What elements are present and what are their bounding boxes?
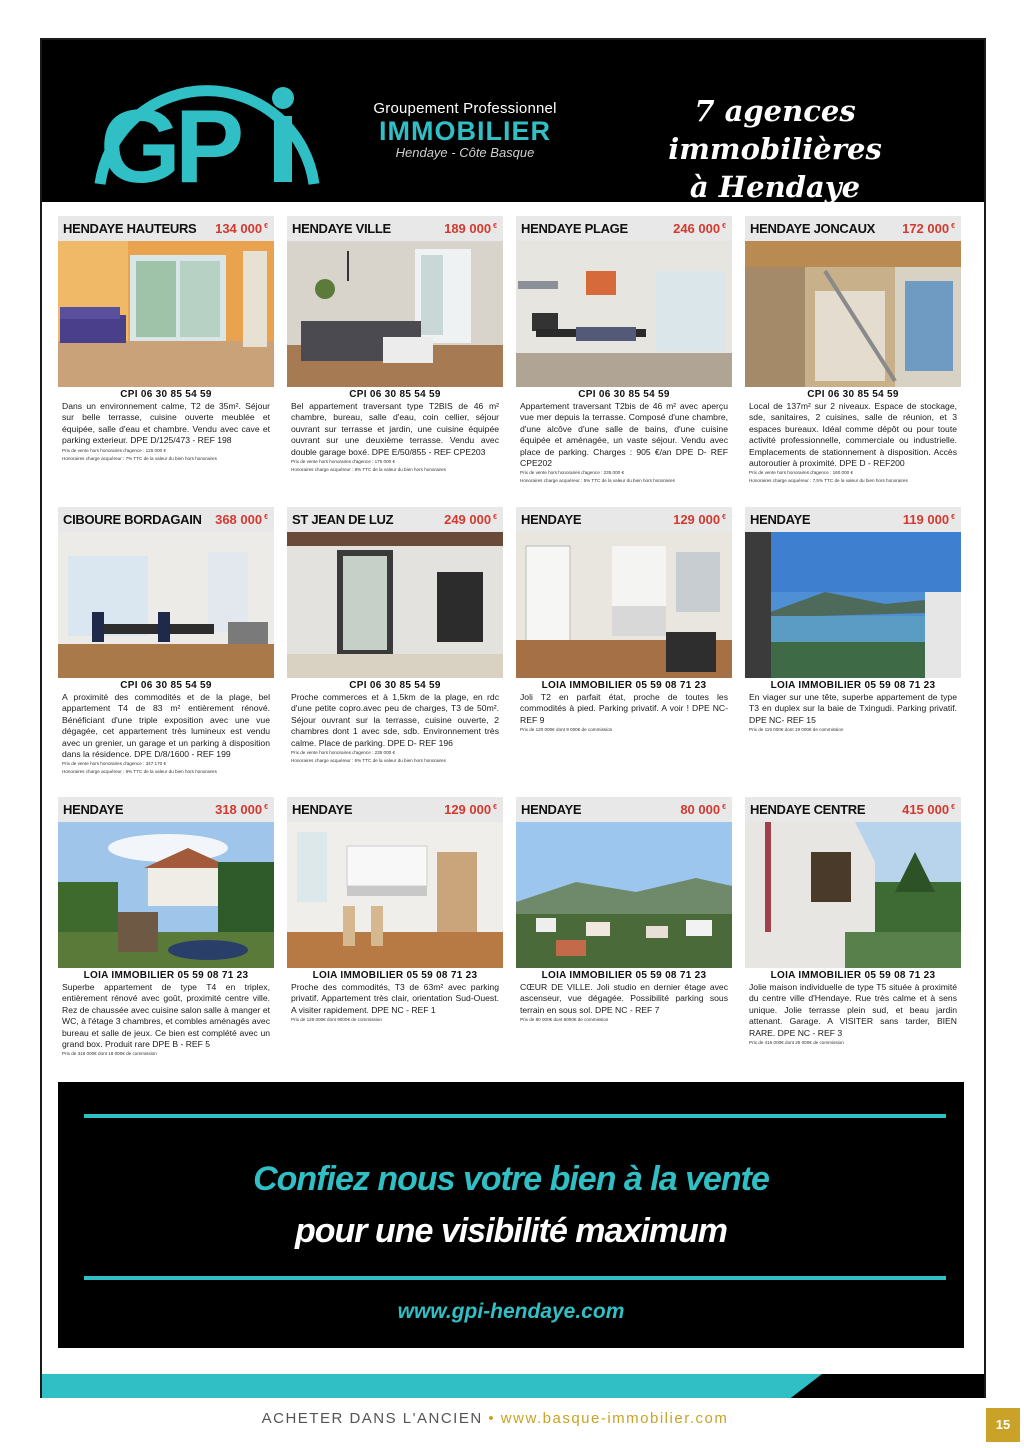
listing-contact: CPI 06 30 85 54 59: [578, 389, 670, 400]
listing-fine-print: Prix de vente hors honoraires d'agence : 235 000 €: [291, 750, 396, 756]
bottom-band: [42, 1374, 984, 1398]
listing-fine-print: Prix de 120 000€ dont 9 000€ de commission: [520, 727, 613, 733]
listing-fine-print: Prix de vente hors honoraires d'agence : 125 000 €: [62, 447, 167, 453]
listing-fine-print: Prix de vente hors honoraires d'agence : 175 000 €: [291, 459, 396, 465]
listing-header: [287, 797, 503, 822]
listing-contact: CPI 06 30 85 54 59: [349, 389, 441, 400]
listing-card[interactable]: [58, 797, 274, 1058]
page-frame: [40, 38, 986, 1398]
listing-price: 134 000 €: [215, 221, 268, 236]
listing-header: [516, 797, 732, 822]
listing-price: 80 000 €: [680, 802, 726, 817]
bottom-band-accent: [42, 1374, 822, 1398]
listing-location: HENDAYE: [521, 802, 582, 817]
listing-description: Joli T2 en parfait état, proche de toutes les commodités à pied. Parking privatif. A voir ! DPE NC- REF 9: [520, 692, 728, 725]
listing-contact: LOIA IMMOBILIER 05 59 08 71 23: [83, 970, 249, 981]
listing-contact: LOIA IMMOBILIER 05 59 08 71 23: [312, 970, 478, 981]
listing-photo: [287, 241, 503, 387]
listing-description: Proche commerces et à 1,5km de la plage, en rdc d'une petite copro.avec peu de charges, T3 de 50m². Séjour ouvrant sur la terrasse, cuisine ouverte, 2 chambres dont 1 avec sde, sdb. Environnement très calme. Place de parking. DPE D- REF 196: [291, 692, 499, 748]
svg-text:GP: GP: [100, 89, 239, 194]
footer-separator: •: [488, 1410, 496, 1427]
listing-fine-print: Prix de vente hors honoraires d'agence : 235 000 €: [520, 470, 625, 476]
promo-banner: [58, 1082, 964, 1348]
promo-divider: [84, 1114, 946, 1118]
listing-location: ST JEAN DE LUZ: [292, 512, 394, 527]
listing-card[interactable]: [745, 216, 961, 485]
listing-fine-print: Honoraires charge acquéreur : 6% TTC de la valeur du bien hors honoraires: [291, 758, 446, 764]
listing-photo: [516, 822, 732, 968]
listing-fine-print: Honoraires charge acquéreur : 5% TTC de la valeur du bien hors honoraires: [520, 478, 675, 484]
listing-header: [745, 507, 961, 532]
promo-headline: Confiez nous votre bien à la vente: [253, 1160, 769, 1198]
listing-contact: LOIA IMMOBILIER 05 59 08 71 23: [541, 680, 707, 691]
listing-description: Proche des commodités, T3 de 63m² avec parking privatif. Appartement très clair, orientation Sud-Ouest. A visiter rapidement. DPE NC - REF 1: [291, 982, 499, 1015]
listing-price: 249 000 €: [444, 512, 497, 527]
listing-contact: LOIA IMMOBILIER 05 59 08 71 23: [770, 970, 936, 981]
listing-location: HENDAYE: [521, 512, 582, 527]
listing-location: HENDAYE: [292, 802, 353, 817]
listing-contact: CPI 06 30 85 54 59: [807, 389, 899, 400]
listing-price: 172 000 €: [902, 221, 955, 236]
footer-title: ACHETER DANS L'ANCIEN: [261, 1410, 483, 1427]
header-banner: [42, 40, 984, 202]
listing-fine-print: Prix de 119 000€ dont 19 000€ de commission: [749, 727, 844, 733]
listing-description: Appartement traversant T2bis de 46 m² avec aperçu vue mer depuis la terrasse. Composé d'une chambre, d'une alcôve d'une salle de bains, d'une cuisine équipée et aménagée, un vaste séjour. Vendu avec place de parking. Charges : 905 €/an DPE D- REF CPE202: [520, 401, 728, 469]
promo-subheadline: pour une visibilité maximum: [294, 1212, 728, 1250]
listing-location: HENDAYE: [750, 512, 811, 527]
listing-photo: [516, 241, 732, 387]
listing-description: Jolie maison individuelle de type T5 située à proximité du centre ville d'Hendaye. Rue très calme et à sens unique. Jolie terrasse plein sud, et beau jardin attenant. Garage. A VISITER sans tarder, BIEN RARE. DPE NC - REF 3: [749, 982, 957, 1038]
listing-photo: [745, 241, 961, 387]
listing-price: 246 000 €: [673, 221, 726, 236]
listing-price: 119 000 €: [902, 512, 955, 527]
listing-location: HENDAYE JONCAUX: [750, 221, 876, 236]
listing-card[interactable]: [58, 507, 274, 776]
listing-location: HENDAYE PLAGE: [521, 221, 628, 236]
listing-photo: [287, 532, 503, 678]
listing-description: Bel appartement traversant type T2BIS de 46 m² chambre, bureau, salle d'eau, coin cellier, séjour ouvrant sur terrasse et jardin, une cuisine équipée ouvrant sur une deuxième terrasse. Vendu avec double garage boxé. DPE E/50/855 - REF CPE203: [291, 401, 499, 457]
listing-fine-print: Prix de 80 000€ dont 8000€ de commission: [520, 1017, 609, 1023]
group-line-1: Groupement Professionnel: [373, 100, 557, 117]
listing-photo: [58, 822, 274, 968]
listing-header: [287, 507, 503, 532]
listing-contact: CPI 06 30 85 54 59: [120, 680, 212, 691]
tagline-line-1: 7 agences immobilières: [668, 94, 882, 166]
listing-fine-print: Honoraires charge acquéreur : 7,5% TTC de la valeur du bien hors honoraires: [749, 478, 908, 484]
listing-fine-print: Prix de 129 000€ dont 9000€ de commission: [291, 1017, 382, 1023]
listing-fine-print: Prix de vente hors honoraires d'agence : 347 170 €: [62, 761, 167, 767]
footer-website-link[interactable]: www.basque-immobilier.com: [500, 1410, 729, 1427]
listing-card[interactable]: [745, 797, 961, 1047]
gpi-logo: [82, 54, 332, 194]
listing-fine-print: Prix de 318 000€ dont 18 000€ de commission: [62, 1051, 157, 1057]
listing-photo: [745, 532, 961, 678]
listing-price: 415 000 €: [902, 802, 955, 817]
page-number: 15: [986, 1408, 1020, 1442]
listing-contact: LOIA IMMOBILIER 05 59 08 71 23: [770, 680, 936, 691]
tagline: [590, 92, 960, 206]
listing-description: En viager sur une tête, superbe appartement de type T3 en duplex sur la baie de Txingudi. Parking privatif. DPE NC- REF 15: [749, 692, 957, 725]
listing-header: [58, 507, 274, 532]
listing-location: HENDAYE CENTRE: [750, 802, 866, 817]
listing-photo: [58, 241, 274, 387]
listing-price: 368 000 €: [215, 512, 268, 527]
listing-photo: [745, 822, 961, 968]
listing-price: 189 000 €: [444, 221, 497, 236]
promo-divider: [84, 1276, 946, 1280]
footer: [0, 1410, 990, 1427]
listing-price: 129 000 €: [444, 802, 497, 817]
listing-contact: LOIA IMMOBILIER 05 59 08 71 23: [541, 970, 707, 981]
listing-description: Superbe appartement de type T4 en triplex, entièrement rénové avec goût, proximité centre ville. Rez de chaussée avec cuisine salon salle à manger et WC, à l'étage 3 chambres, et combles aménagés avec bureau et salle de jeux. Ce bien est complété avec un grand box. Produit rare DPE B - REF 5: [62, 982, 270, 1050]
listing-card[interactable]: [516, 797, 732, 1024]
listing-photo: [287, 822, 503, 968]
listing-header: [58, 216, 274, 241]
listing-price: 318 000 €: [215, 802, 268, 817]
listing-card[interactable]: [287, 507, 503, 765]
listing-photo: [516, 532, 732, 678]
listing-header: [745, 216, 961, 241]
promo-website-link[interactable]: www.gpi-hendaye.com: [397, 1300, 625, 1323]
listing-contact: CPI 06 30 85 54 59: [349, 680, 441, 691]
listing-header: [287, 216, 503, 241]
listing-card[interactable]: [287, 797, 503, 1024]
listing-card[interactable]: [516, 216, 732, 485]
listing-card[interactable]: [516, 507, 732, 734]
listing-location: CIBOURE BORDAGAIN: [63, 512, 202, 527]
listing-fine-print: Honoraires charge acquéreur : 7% TTC de la valeur du bien hors honoraires: [62, 455, 217, 461]
listing-fine-print: Honoraires charge acquéreur : 8% TTC de la valeur du bien hors honoraires: [291, 467, 446, 473]
listing-fine-print: Honoraires charge acquéreur : 6% TTC de la valeur du bien hors honoraires: [62, 769, 217, 775]
listing-contact: CPI 06 30 85 54 59: [120, 389, 212, 400]
listing-description: A proximité des commodités et de la plage, bel appartement T4 de 83 m² entièrement rénové. Bénéficiant d'une triple exposition avec une vue dégagée, cet appartement très lumineux est vendu avec un grenier, un garage et un parking à disposition dans la résidence. DPE D/8/1600 - REF 199: [62, 692, 270, 760]
listing-description: Local de 137m² sur 2 niveaux. Espace de stockage, sde, sanitaires, 2 cuisines, salle de réunion, et 3 espaces bureaux. Idéal comme dépôt ou pour toute activité professionnelle, commerciale ou industrielle. Emplacements de stationnement à disposition. Accès autoroutier à proximité. DPE D - REF200: [749, 401, 957, 469]
listing-card[interactable]: [745, 507, 961, 734]
group-name: [360, 100, 570, 160]
listing-location: HENDAYE HAUTEURS: [63, 221, 197, 236]
listing-description: CŒUR DE VILLE. Joli studio en dernier étage avec ascenseur, vue dégagée. Possibilité parking sous terrain en sous sol. DPE NC - REF 7: [520, 982, 728, 1015]
listing-price: 129 000 €: [673, 512, 726, 527]
listing-location: HENDAYE: [63, 802, 124, 817]
listing-header: [516, 216, 732, 241]
listing-location: HENDAYE VILLE: [292, 221, 391, 236]
listing-header: [516, 507, 732, 532]
listing-fine-print: Prix de vente hors honoraires d'agence : 160 000 €: [749, 470, 854, 476]
listing-card[interactable]: [58, 216, 274, 463]
group-line-2: IMMOBILIER: [379, 116, 551, 146]
group-line-3: Hendaye - Côte Basque: [395, 145, 535, 160]
listing-header: [745, 797, 961, 822]
listing-photo: [58, 532, 274, 678]
tagline-line-2: à Hendaye: [689, 170, 861, 204]
listing-fine-print: Prix de 415 000€ dont 25 000€ de commission: [749, 1040, 844, 1046]
listing-card[interactable]: [287, 216, 503, 474]
listing-description: Dans un environnement calme, T2 de 35m². Séjour sur belle terrasse, cuisine ouverte meublée et équipée, salle d'eau et chambre. Vendu avec cave et parking exterieur. DPE D/125/473 - REF 198: [62, 401, 270, 446]
listing-header: [58, 797, 274, 822]
